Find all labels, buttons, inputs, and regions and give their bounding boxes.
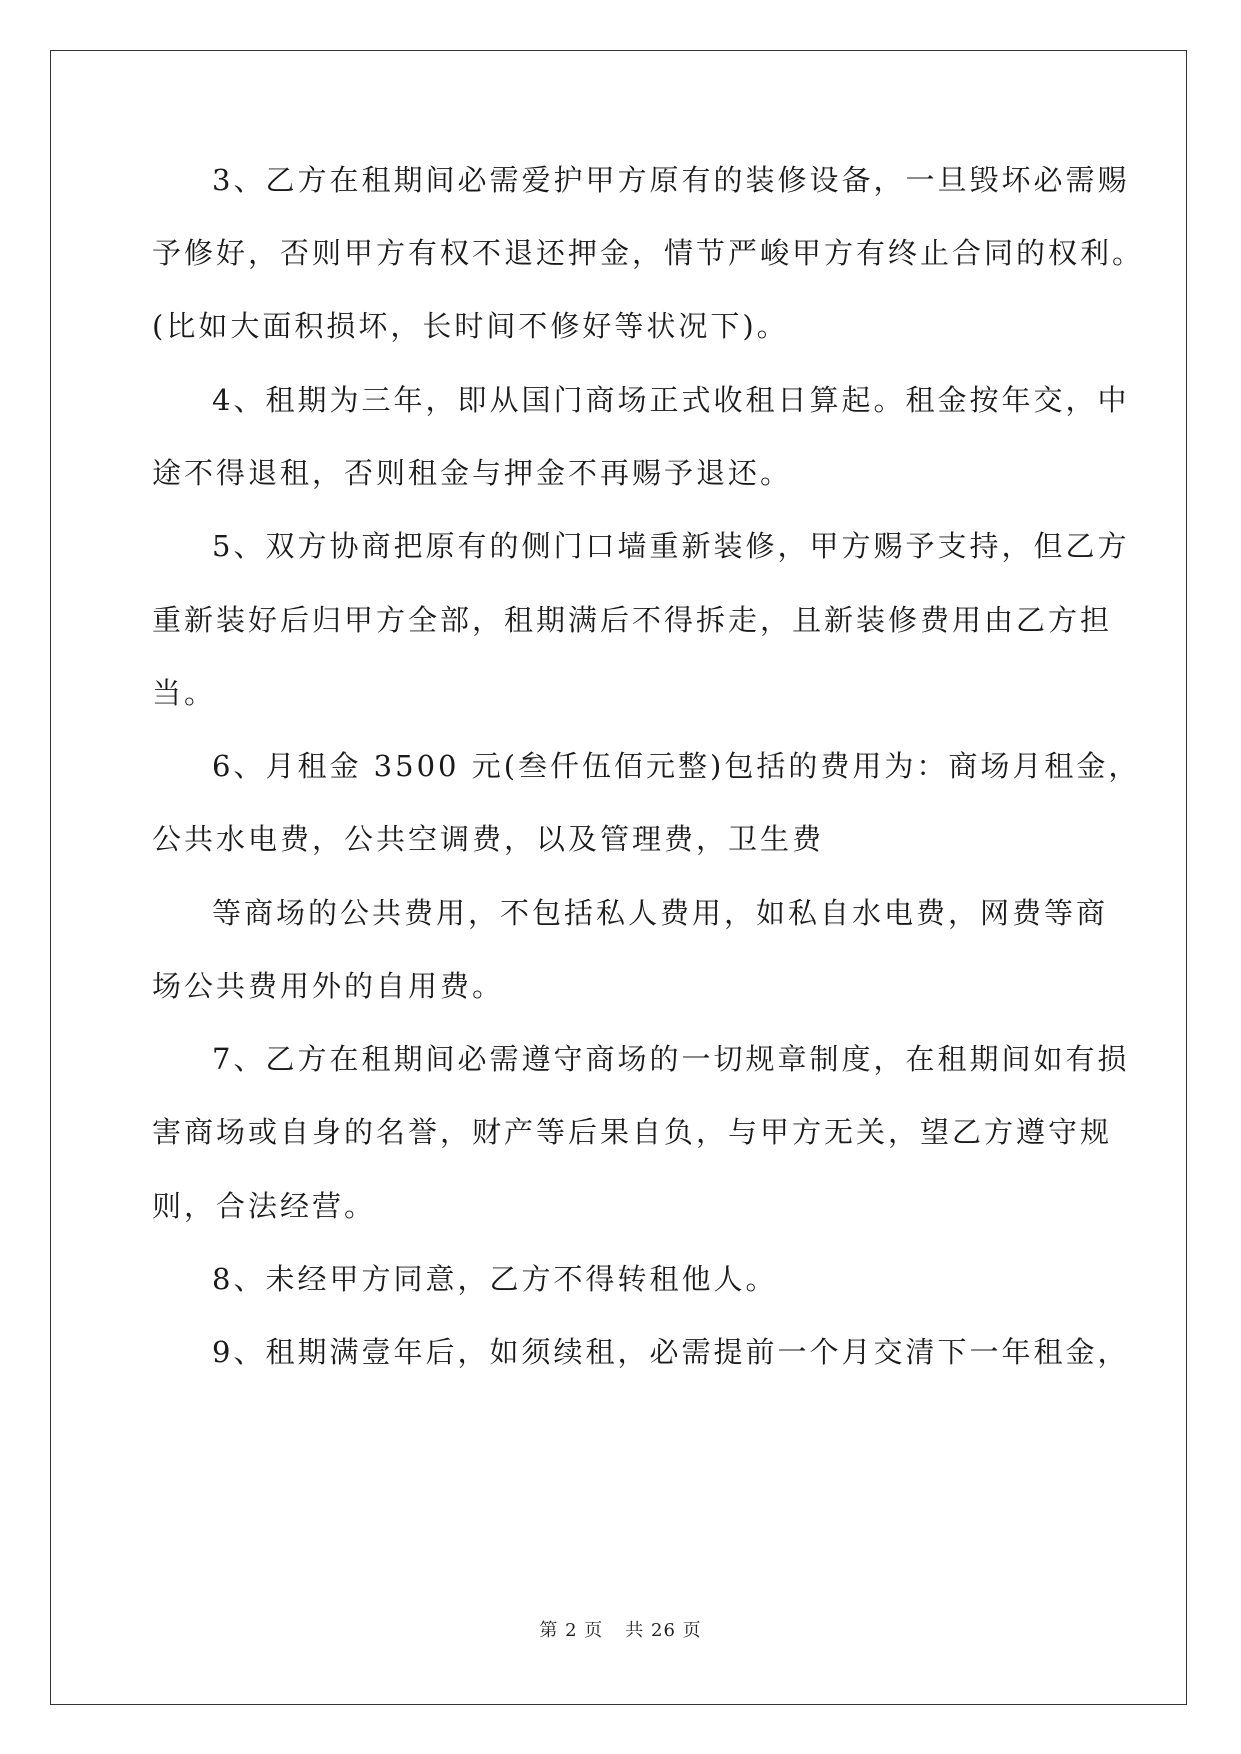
paragraph-7-line-2: 害商场或自身的名誉，财产等后果自负，与甲方无关，望乙方遵守规 [152,1115,1113,1149]
paragraph-5-line-2: 重新装好后归甲方全部，租期满后不得拆走，且新装修费用由乙方担 [152,603,1113,637]
paragraph-4-line-2: 途不得退租，否则租金与押金不再赐予退还。 [152,456,793,490]
paragraph-6b-line-2: 场公共费用外的自用费。 [152,969,505,1003]
paragraph-3-line-2: 予修好，否则甲方有权不退还押金，情节严峻甲方有终止合同的权利。 [152,236,1145,270]
total-pages: 共 26 页 [625,1620,702,1641]
paragraph-9-line-1: 9、租期满壹年后，如须续租，必需提前一个月交清下一年租金， [212,1335,1130,1369]
paragraph-6-line-1: 6、月租金 3500 元(叁仟伍佰元整)包括的费用为：商场月租金， [212,749,1141,783]
paragraph-3-line-1: 3、乙方在租期间必需爱护甲方原有的装修设备，一旦毁坏必需赐 [212,163,1130,197]
paragraph-6b-line-1: 等商场的公共费用，不包括私人费用，如私自水电费，网费等商 [212,896,1109,930]
paragraph-4-line-1: 4、租期为三年，即从国门商场正式收租日算起。租金按年交，中 [212,383,1130,417]
paragraph-3-line-3: (比如大面积损坏，长时间不修好等状况下)。 [152,309,789,343]
paragraph-5-line-3: 当。 [152,676,217,710]
page-footer [0,1616,1241,1642]
page-border [50,50,1187,1705]
paragraph-6-line-2: 公共水电费，公共空调费，以及管理费，卫生费 [152,822,825,856]
paragraph-7-line-3: 则，合法经营。 [152,1189,377,1223]
paragraph-8-line-1: 8、未经甲方同意，乙方不得转租他人。 [212,1262,778,1296]
paragraph-5-line-1: 5、双方协商把原有的侧门口墙重新装修，甲方赐予支持，但乙方 [212,529,1130,563]
paragraph-7-line-1: 7、乙方在租期间必需遵守商场的一切规章制度，在租期间如有损 [212,1042,1130,1076]
page-number: 第 2 页 [539,1620,604,1641]
